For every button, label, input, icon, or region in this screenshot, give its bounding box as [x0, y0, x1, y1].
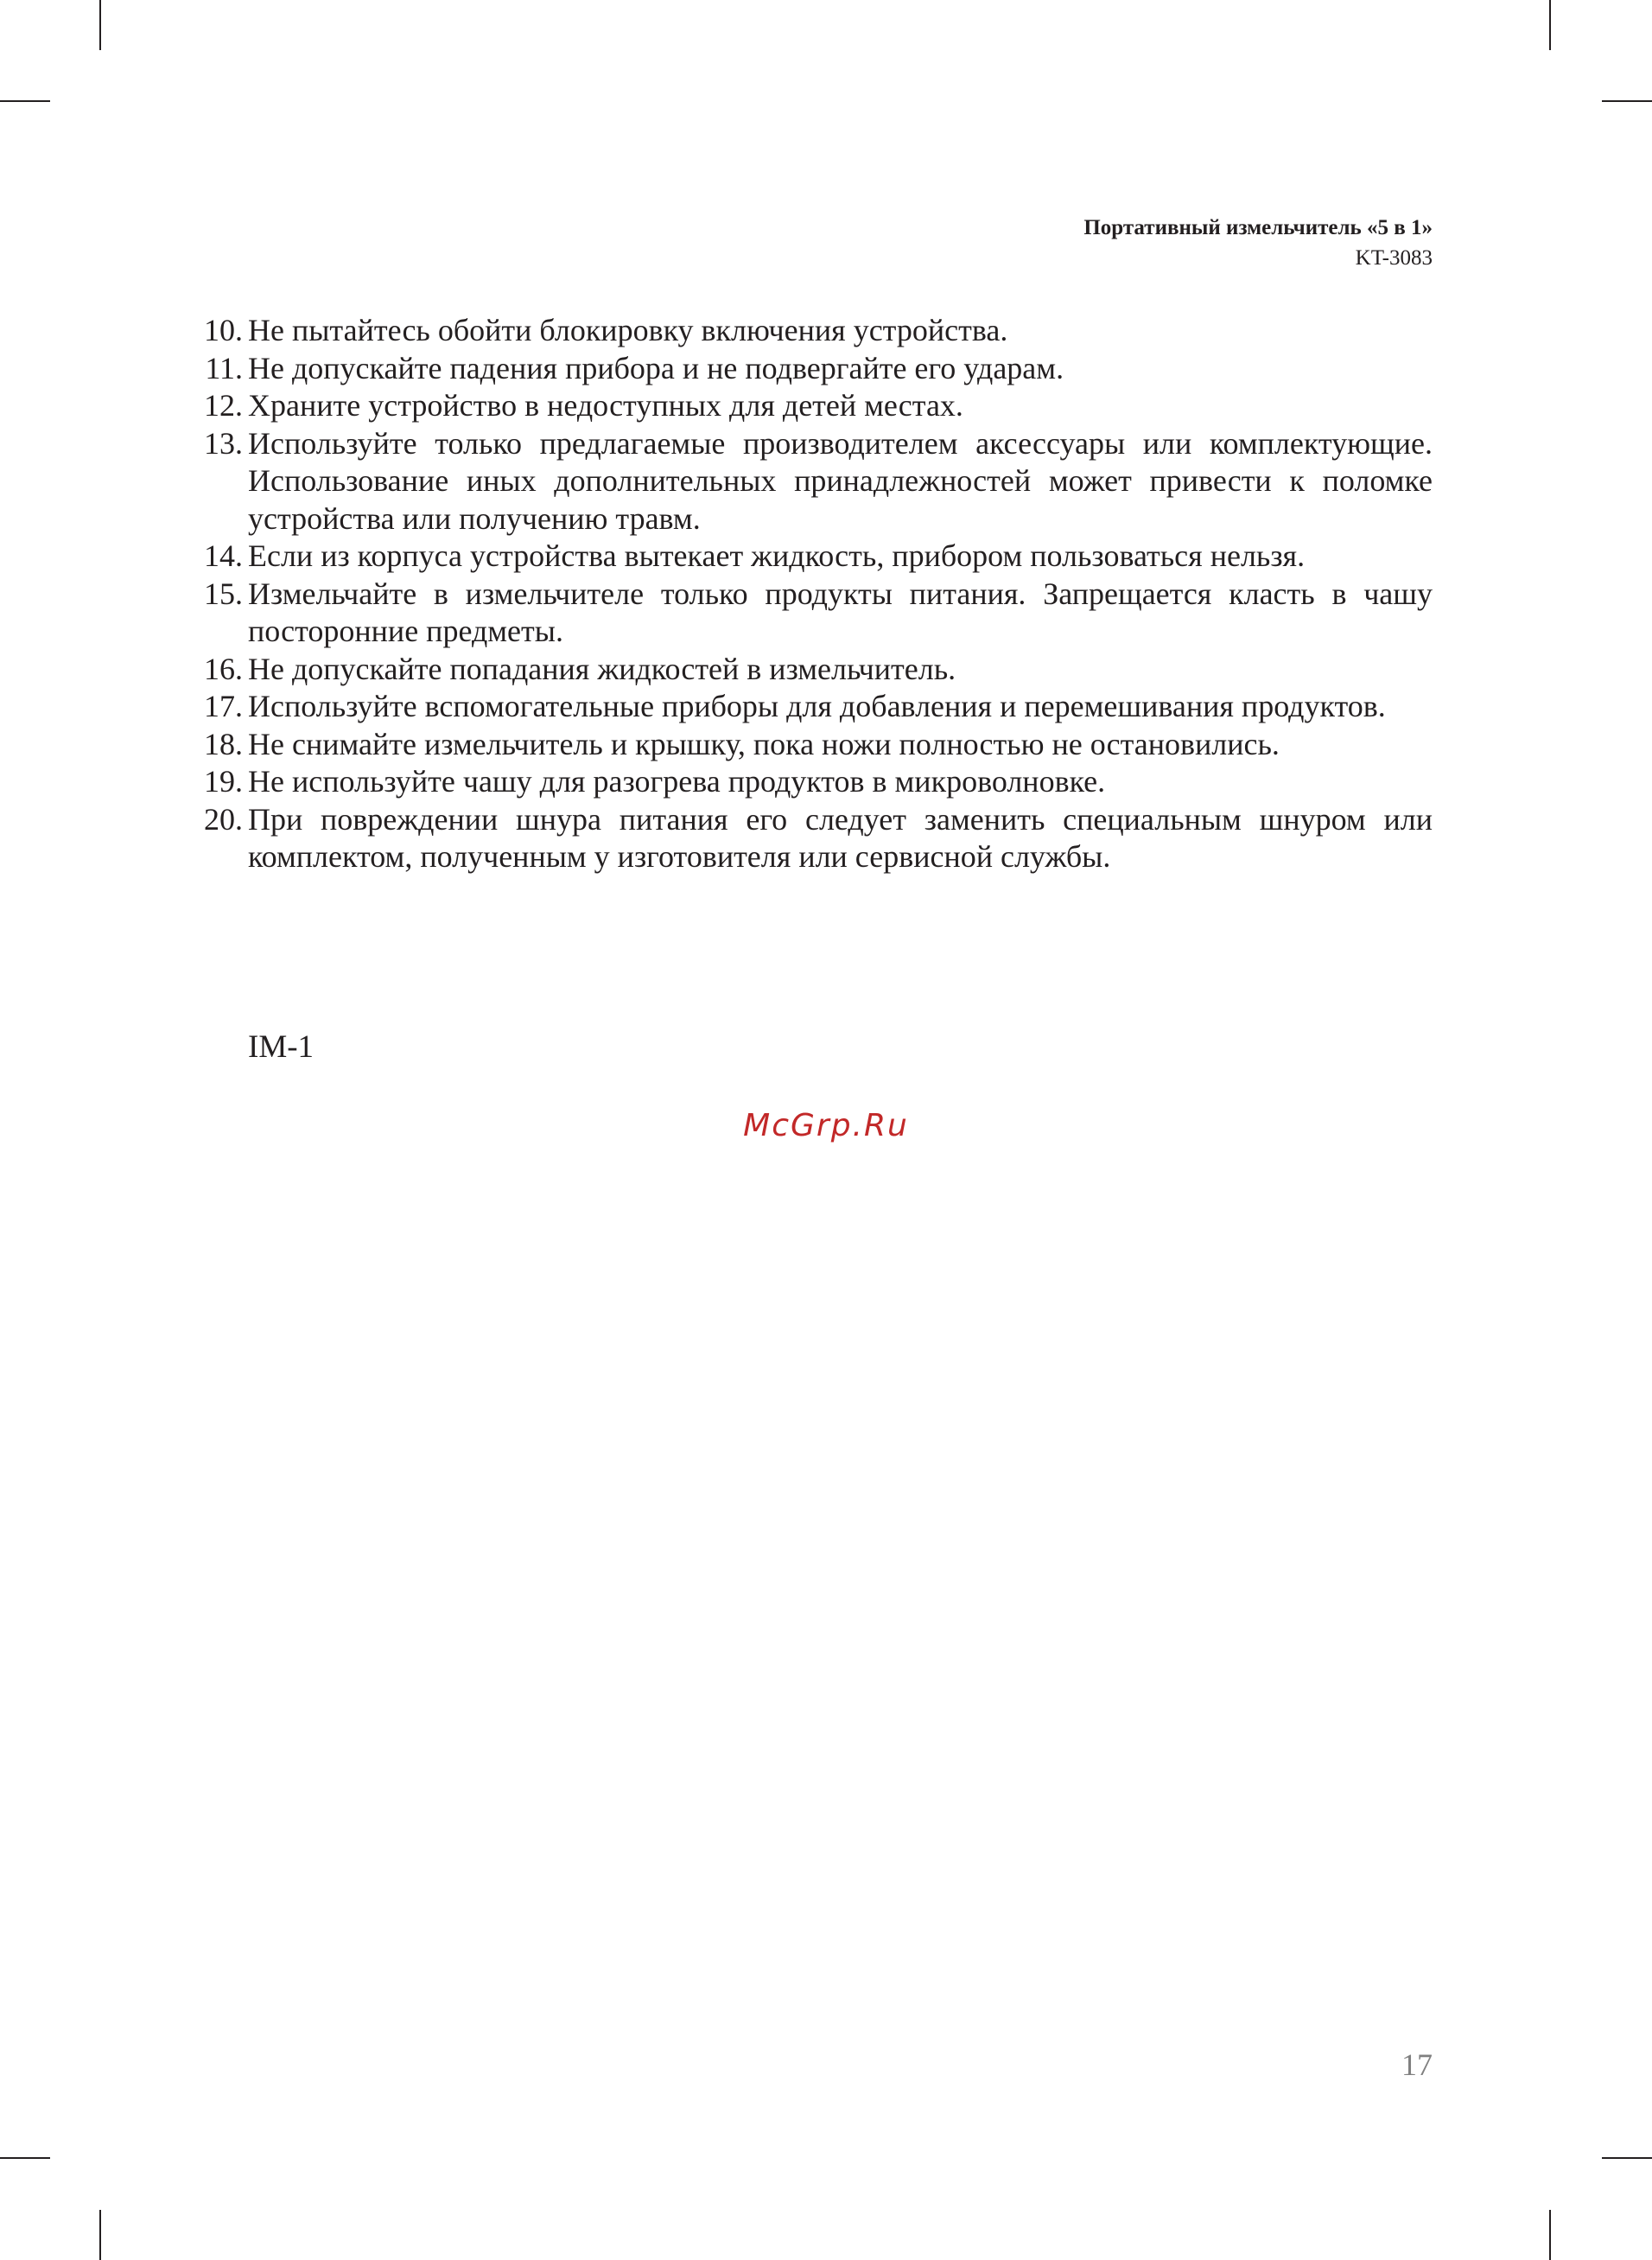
- list-item: [190, 651, 1433, 689]
- list-item-text: Не пытайтесь обойти блокировку включения устройства.: [248, 313, 1008, 347]
- list-item: [190, 726, 1433, 764]
- list-item-text: Не используйте чашу для разогрева продуктов в микроволновке.: [248, 764, 1106, 799]
- crop-mark-left-bottom: [0, 2157, 50, 2159]
- document-code: IM-1: [248, 1029, 315, 1065]
- list-item-text: При повреждении шнура питания его следует заменить специальным шнуром или комплектом, полученным у изготовителя или сервисной службы.: [248, 801, 1433, 874]
- list-item-number: 14.: [204, 538, 243, 573]
- crop-mark-bottom-right: [1549, 2210, 1551, 2260]
- rules-list: [190, 312, 1433, 876]
- list-item-number: 10.: [204, 313, 243, 347]
- list-item-number: 17.: [204, 689, 243, 723]
- list-item-number: 16.: [204, 651, 243, 686]
- list-item: [190, 801, 1433, 876]
- list-item-text: Не допускайте попадания жидкостей в измельчитель.: [248, 651, 956, 686]
- page-number: 17: [1401, 2047, 1433, 2082]
- crop-mark-bottom-left: [99, 2210, 101, 2260]
- product-model: KT-3083: [1355, 246, 1433, 270]
- list-item: [190, 538, 1433, 576]
- list-item: [190, 763, 1433, 801]
- list-item-number: 15.: [204, 576, 243, 611]
- list-item-number: 12.: [204, 388, 243, 423]
- list-item: [190, 350, 1433, 388]
- crop-mark-top-right: [1549, 0, 1551, 50]
- list-item-number: 19.: [204, 764, 243, 799]
- crop-mark-top-left: [99, 0, 101, 50]
- product-title: Портативный измельчитель «5 в 1»: [1083, 216, 1433, 239]
- list-item-text: Не допускайте падения прибора и не подвергайте его ударам.: [248, 350, 1064, 385]
- crop-mark-right-top: [1602, 100, 1652, 102]
- safety-instructions: [190, 312, 1433, 876]
- list-item: [190, 312, 1433, 350]
- list-item: [190, 425, 1433, 538]
- list-item-text: Не снимайте измельчитель и крышку, пока ножи полностью не остановились.: [248, 726, 1280, 761]
- list-item-number: 18.: [204, 726, 243, 761]
- list-item-text: Измельчайте в измельчителе только продукты питания. Запрещается класть в чашу посторонние предметы.: [248, 576, 1433, 648]
- list-item-number: 11.: [205, 350, 243, 385]
- list-item: [190, 688, 1433, 726]
- list-item-text: Используйте вспомогательные приборы для добавления и перемешивания продуктов.: [248, 689, 1386, 723]
- running-header: [1083, 213, 1433, 273]
- list-item-text: Если из корпуса устройства вытекает жидкость, прибором пользоваться нельзя.: [248, 538, 1306, 573]
- list-item-text: Используйте только предлагаемые производителем аксессуары или комплектующие. Использование иных дополнительных принадлежностей может привести к поломке устройства или получению травм.: [248, 425, 1433, 536]
- list-item: [190, 576, 1433, 651]
- watermark: McGrp.Ru: [743, 1108, 909, 1143]
- list-item-text: Храните устройство в недоступных для детей местах.: [248, 388, 963, 423]
- list-item-number: 13.: [204, 425, 243, 461]
- crop-mark-left-top: [0, 100, 50, 102]
- list-item-number: 20.: [204, 801, 243, 837]
- crop-mark-right-bottom: [1602, 2157, 1652, 2159]
- list-item: [190, 387, 1433, 425]
